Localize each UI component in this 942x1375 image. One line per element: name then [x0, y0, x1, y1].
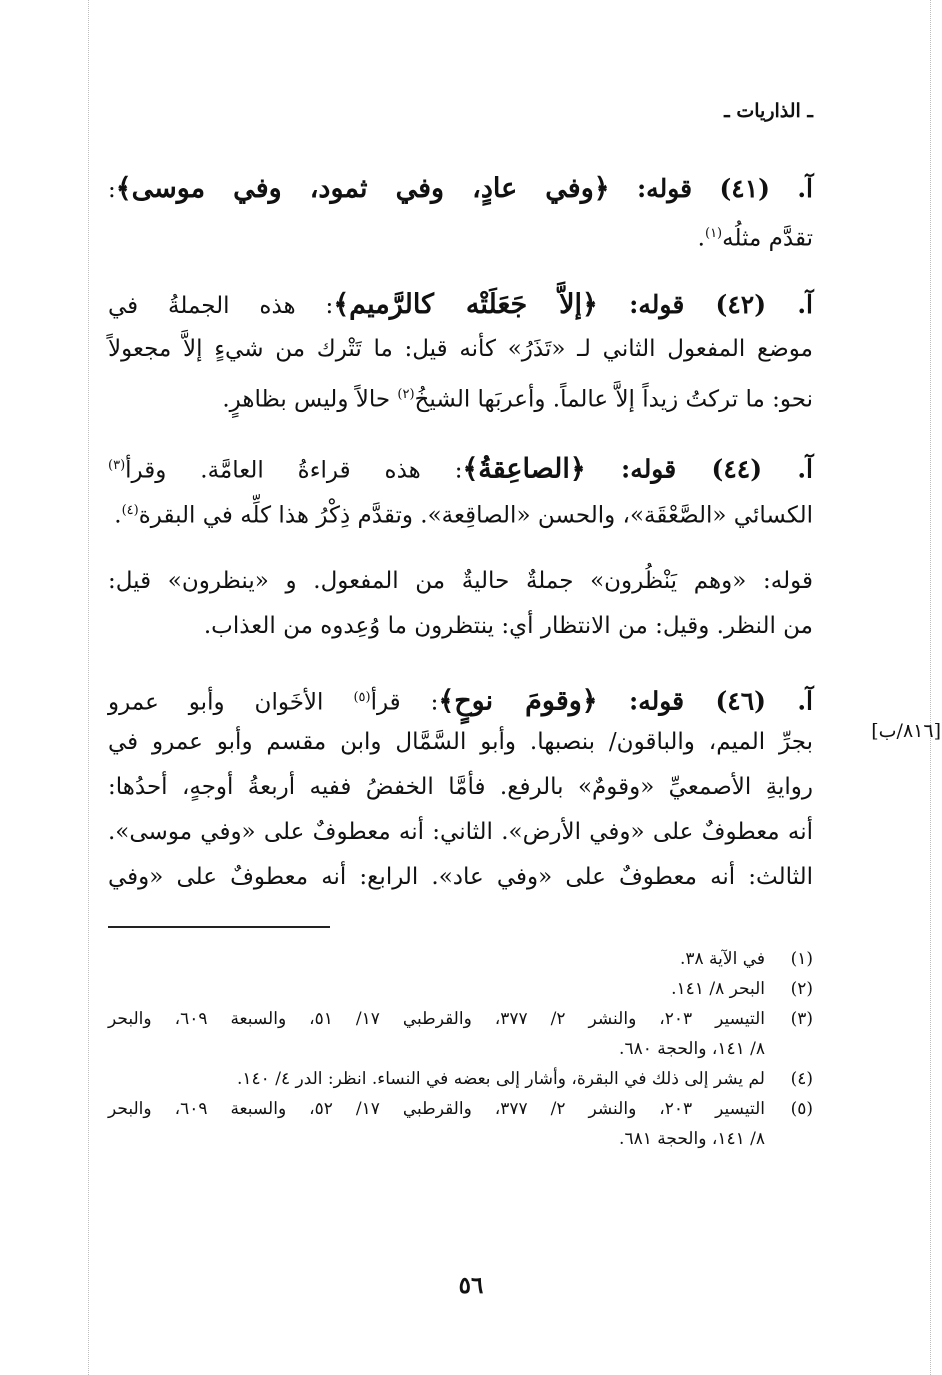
section-a46: [108, 675, 941, 900]
text-line: [108, 559, 813, 604]
text-run: نحو: ما تركتُ زيداً إلاَّ عالماً. وأعربَها الشيخُ: [414, 386, 813, 413]
text-line: [108, 443, 813, 488]
text-run: موضع المفعول الثاني لـ «تَذَرُ» كأنه قيل: ما تَتْرك من شيءٍ إلاَّ مجعولاً: [108, 336, 813, 362]
quran-quote: ﴿وفي عادٍ، وفي ثمود، وفي موسى﴾: [115, 173, 610, 204]
footnote-line: التيسير ٢٠٣، والنشر ٢/ ٣٧٧، والقرطبي ١٧/ ٥٢، والسبعة ٦٠٩، والبحر: [108, 1099, 765, 1119]
text-line: [108, 604, 813, 649]
text-run: حالاً وليس بظاهرٍ.: [222, 386, 398, 413]
commentary-sections: [108, 166, 941, 900]
section-a41: [108, 166, 813, 256]
text-run: روايةِ الأصمعيِّ «وقومٌ» بالرفع. فأمَّا الخفضُ ففيه أربعةُ أوجهٍ، أحدُها:: [108, 774, 813, 800]
footnote-number: (٤): [790, 1069, 813, 1089]
footnote-item: [108, 974, 813, 1004]
text-line: [108, 765, 813, 810]
footnote-number: (١): [790, 949, 813, 969]
text-run: آ. (٤٦) قوله:: [597, 686, 814, 716]
footnote-line: البحر ٨/ ١٤١.: [671, 979, 765, 999]
text-line: [108, 166, 813, 211]
text-run: آ. (٤٢) قوله:: [597, 290, 813, 319]
footnote-item: [108, 1064, 813, 1094]
footnote-ref: (٥): [353, 690, 371, 705]
footnote-text: [108, 1094, 765, 1154]
footnote-line: ٨/ ١٤١، والحجة ٦٨١.: [619, 1129, 765, 1149]
text-run: الأخَوان وأبو عمرو: [108, 689, 354, 716]
footnotes: [108, 944, 813, 1154]
text-run: .: [114, 502, 122, 529]
text-run: من النظر. وقيل: من الانتظار أي: ينتظرون ما وُعِدوه من العذاب.: [203, 613, 813, 639]
text-run: تقدَّم مثلُه: [722, 225, 813, 252]
text-line: [108, 675, 813, 720]
footnote-ref: (٢): [397, 387, 415, 402]
text-run: :: [108, 177, 116, 203]
manuscript-folio-note: [٨١٦/ب]: [871, 720, 941, 742]
text-run: : هذه الجملةُ في: [108, 293, 334, 319]
left-edge-dots: [88, 0, 89, 1375]
running-head: ـ الذاريات ـ: [724, 100, 813, 122]
quran-quote: ﴿وقومَ نوحٍ﴾: [438, 685, 598, 717]
text-line: [108, 282, 813, 327]
footnote-text: [108, 1064, 765, 1094]
quran-quote: ﴿الصاعِقةُ﴾: [462, 453, 586, 485]
text-run: بجرِّ الميم، والباقون/ بنصبها. وأبو السَّمَّال وابن مقسم وأبو عمرو في: [108, 729, 813, 755]
text-line: [108, 488, 813, 533]
text-run: الكسائي «الصَّعْقَة»، والحسن «الصاقِعة». وتقدَّم ذِكْرُ هذا كلِّه في البقرة: [138, 502, 813, 529]
text-line: [108, 211, 813, 256]
footnote-ref: (١): [704, 226, 723, 241]
footnote-item: [108, 1094, 813, 1154]
footnote-text: [108, 1004, 765, 1064]
text-line: [108, 855, 813, 900]
text-line: [108, 327, 813, 372]
section-a44: [108, 443, 813, 533]
text-line: [108, 372, 813, 417]
footnote-text: [108, 974, 765, 1004]
footnote-text: [108, 944, 765, 974]
footnote-number: (٣): [790, 1009, 813, 1029]
footnote-line: التيسير ٢٠٣، والنشر ٢/ ٣٧٧، والقرطبي ١٧/ ٥١، والسبعة ٦٠٩، والبحر: [108, 1009, 765, 1029]
page-number: ٥٦: [458, 1272, 484, 1299]
footnote-item: [108, 1004, 813, 1064]
text-line: [108, 810, 813, 855]
quran-quote: ﴿إلاَّ جَعَلَتْه كالرَّميم﴾: [333, 289, 598, 320]
footnote-rule-wrap: [108, 926, 813, 928]
text-run: قوله: «وهم يَنْظُرون» جملةٌ حاليةٌ من المفعول. و «ينظرون» قيل:: [108, 568, 813, 594]
right-edge-dots: [930, 0, 931, 1375]
footnote-item: [108, 944, 813, 974]
footnote-line: ٨/ ١٤١، والحجة ٦٨٠.: [619, 1039, 765, 1059]
footnote-line: لم يشر إلى ذلك في البقرة، وأشار إلى بعضه في النساء. انظر: الدر ٤/ ١٤٠.: [236, 1069, 765, 1089]
text-run: : قرأ: [370, 689, 439, 716]
footnote-ref: (٣): [108, 458, 126, 473]
text-run: أنه معطوفٌ على «وفي الأرض». الثاني: أنه معطوفٌ على «وفي موسى».: [108, 819, 813, 845]
footnote-rule: [108, 926, 330, 928]
text-run: آ. (٤٤) قوله:: [585, 454, 813, 484]
text-run: آ. (٤١) قوله:: [609, 174, 813, 203]
text-line: [108, 720, 813, 765]
footnote-line: في الآية ٣٨.: [679, 949, 765, 969]
footnote-ref: (٤): [121, 503, 139, 518]
section-a42: [108, 282, 813, 417]
text-run: .: [697, 225, 705, 252]
footnote-number: (٢): [790, 979, 813, 999]
page-body: [108, 100, 941, 1154]
text-run: : هذه قراءةُ العامَّة. وقرأ: [125, 457, 463, 484]
footnote-number: (٥): [790, 1099, 813, 1119]
text-run: الثالث: أنه معطوفٌ على «وفي عاد». الرابع: أنه معطوفٌ على «وفي: [108, 864, 813, 890]
section-a44b: [108, 559, 813, 649]
